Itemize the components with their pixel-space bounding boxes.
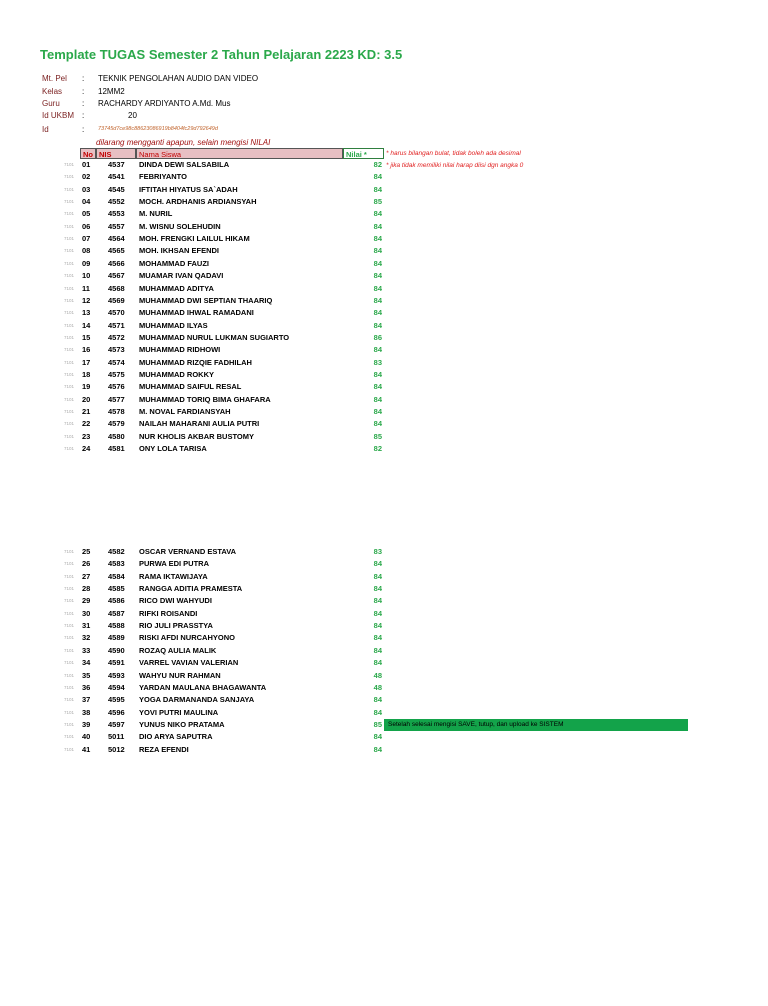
row-tag: 7101	[64, 421, 75, 427]
student-name: RIFKI ROISANDI	[139, 608, 198, 618]
student-nis: 4545	[108, 184, 125, 194]
kelas-label: Kelas	[42, 87, 63, 96]
student-number: 01	[82, 160, 91, 169]
student-number: 37	[82, 695, 91, 705]
mapel-value: TEKNIK PENGOLAHAN AUDIO DAN VIDEO	[98, 74, 259, 83]
row-tag: 7101	[64, 359, 75, 365]
student-number: 17	[82, 357, 91, 367]
table-row	[0, 608, 768, 620]
student-number: 22	[82, 419, 91, 429]
student-grade[interactable]: 84	[373, 172, 382, 182]
row-tag: 7101	[64, 647, 75, 653]
student-number: 28	[82, 584, 91, 594]
student-number: 32	[82, 633, 91, 643]
guru-label: Guru	[42, 99, 60, 108]
student-grade[interactable]: 84	[373, 246, 382, 256]
student-nis: 4573	[108, 345, 125, 355]
student-number: 34	[82, 658, 91, 668]
student-name: MUHAMMAD ROKKY	[139, 369, 214, 379]
header-no: No	[80, 148, 96, 159]
student-name: RANGGA ADITIA PRAMESTA	[139, 584, 243, 594]
student-name: MUHAMMAD ADITYA	[139, 283, 214, 293]
student-grade[interactable]: 84	[373, 744, 382, 754]
table-row	[0, 443, 768, 455]
student-number: 40	[82, 732, 91, 742]
student-number: 06	[82, 221, 91, 231]
table-row	[0, 196, 768, 208]
student-name: OSCAR VERNAND ESTAVA	[139, 547, 237, 556]
student-grade[interactable]: 84	[373, 596, 382, 606]
table-row	[0, 620, 768, 632]
table-row	[0, 595, 768, 607]
table-row	[0, 258, 768, 270]
student-nis: 4595	[108, 695, 125, 705]
student-grade[interactable]: 84	[373, 407, 382, 416]
student-nis: 4574	[108, 357, 125, 367]
student-grade[interactable]: 82	[373, 160, 382, 169]
row-tag: 7101	[64, 433, 75, 439]
table-row	[0, 208, 768, 220]
student-number: 21	[82, 407, 91, 416]
row-tag: 7101	[64, 297, 75, 303]
student-number: 16	[82, 345, 91, 355]
student-grade[interactable]: 84	[373, 258, 382, 268]
student-grade[interactable]: 82	[373, 444, 382, 454]
row-tag: 7101	[64, 573, 75, 579]
student-grade[interactable]: 84	[373, 308, 382, 318]
table-row	[0, 583, 768, 595]
student-grade[interactable]: 84	[373, 621, 382, 631]
student-nis: 4566	[108, 258, 125, 268]
table-row	[0, 369, 768, 381]
student-nis: 4572	[108, 332, 125, 342]
student-number: 33	[82, 645, 91, 655]
mapel-label: Mt. Pel	[42, 74, 67, 83]
table-row	[0, 171, 768, 183]
student-number: 07	[82, 234, 91, 244]
table-row	[0, 394, 768, 406]
student-grade[interactable]: 83	[373, 547, 382, 556]
table-row	[0, 670, 768, 682]
student-grade[interactable]: 84	[373, 234, 382, 244]
note-zero: * jika tidak memiliki nilai harap diisi dgn angka 0	[386, 162, 524, 169]
student-number: 12	[82, 295, 91, 305]
table-row	[0, 571, 768, 583]
table-row	[0, 406, 768, 418]
student-nis: 4590	[108, 645, 125, 655]
student-nis: 4571	[108, 320, 125, 330]
student-grade[interactable]: 85	[373, 197, 382, 207]
table-row	[0, 320, 768, 332]
table-row	[0, 694, 768, 706]
row-tag: 7101	[64, 322, 75, 328]
row-tag: 7101	[64, 598, 75, 604]
student-number: 25	[82, 547, 91, 556]
table-row	[0, 283, 768, 295]
row-tag: 7101	[64, 586, 75, 592]
student-number: 39	[82, 719, 91, 729]
student-nis: 4591	[108, 658, 125, 668]
student-nis: 4584	[108, 571, 125, 581]
student-grade[interactable]: 84	[373, 707, 382, 717]
student-nis: 4553	[108, 209, 125, 219]
table-row	[0, 418, 768, 430]
table-row	[0, 682, 768, 694]
save-instruction-banner: Setelah selesai mengisi SAVE, tutup, dan upload ke SISTEM	[384, 719, 688, 731]
student-grade[interactable]: 84	[373, 209, 382, 219]
student-number: 02	[82, 172, 91, 182]
table-row	[0, 657, 768, 669]
row-tag: 7101	[64, 549, 75, 554]
row-tag: 7101	[64, 211, 75, 217]
student-name: MUHAMMAD TORIQ BIMA GHAFARA	[139, 394, 271, 404]
student-name: MUHAMMAD SAIFUL RESAL	[139, 382, 242, 392]
id-value: 73745d7ce98c88623086919b8404fc29d792649d	[98, 126, 218, 132]
row-tag: 7101	[64, 409, 75, 414]
row-tag: 7101	[64, 186, 75, 192]
student-nis: 4557	[108, 221, 125, 231]
student-nis: 4586	[108, 596, 125, 606]
student-nis: 4588	[108, 621, 125, 631]
student-name: DIO ARYA SAPUTRA	[139, 732, 213, 742]
student-number: 19	[82, 382, 91, 392]
student-nis: 4537	[108, 160, 125, 169]
student-nis: 5011	[108, 732, 125, 742]
row-tag: 7101	[64, 709, 75, 715]
student-grade[interactable]: 84	[373, 320, 382, 330]
student-nis: 4583	[108, 559, 125, 569]
table-row	[0, 221, 768, 233]
student-name: PURWA EDI PUTRA	[139, 559, 210, 569]
student-nis: 5012	[108, 744, 125, 754]
student-grade[interactable]: 85	[373, 719, 382, 729]
table-row	[0, 381, 768, 393]
student-nis: 4594	[108, 682, 125, 692]
row-tag: 7101	[64, 285, 75, 291]
student-nis: 4564	[108, 234, 125, 244]
table-row	[0, 245, 768, 257]
row-tag: 7101	[64, 273, 75, 279]
row-tag: 7101	[64, 223, 75, 229]
student-grade[interactable]: 84	[373, 345, 382, 355]
kelas-value: 12MM2	[98, 87, 125, 96]
student-name: MUHAMMAD NURUL LUKMAN SUGIARTO	[139, 332, 290, 342]
student-number: 18	[82, 369, 91, 379]
student-grade[interactable]: 84	[373, 695, 382, 705]
student-nis: 4587	[108, 608, 125, 618]
student-number: 30	[82, 608, 91, 618]
row-tag: 7101	[64, 684, 75, 690]
colon: :	[82, 87, 85, 96]
row-tag: 7101	[64, 635, 75, 641]
student-name: ROZAQ AULIA MALIK	[139, 645, 217, 655]
student-number: 11	[82, 283, 90, 293]
student-nis: 4575	[108, 369, 125, 379]
table-row	[0, 731, 768, 743]
student-name: VARREL VAVIAN VALERIAN	[139, 658, 239, 668]
table-row	[0, 744, 768, 756]
table-row	[0, 632, 768, 644]
student-grade[interactable]: 83	[373, 357, 382, 367]
student-number: 23	[82, 431, 91, 441]
student-nis: 4581	[108, 444, 125, 454]
student-grade[interactable]: 84	[373, 658, 382, 668]
student-number: 20	[82, 394, 91, 404]
student-name: MOH. FRENGKI LAILUL HIKAM	[139, 234, 250, 244]
student-name: MUHAMMAD RIDHOWI	[139, 345, 221, 355]
row-tag: 7101	[64, 347, 75, 353]
student-grade[interactable]: 84	[373, 184, 382, 194]
student-grade[interactable]: 48	[373, 670, 382, 680]
row-tag: 7101	[64, 199, 75, 205]
note-integer: * harus bilangan bulat, tidak boleh ada desimal	[386, 150, 521, 157]
student-grade[interactable]: 84	[373, 369, 382, 379]
student-nis: 4576	[108, 382, 125, 392]
row-tag: 7101	[64, 697, 75, 703]
table-row	[0, 159, 768, 171]
row-tag: 7101	[64, 561, 75, 567]
student-nis: 4565	[108, 246, 125, 256]
table-row	[0, 307, 768, 319]
student-name: MOCH. ARDHANIS ARDIANSYAH	[139, 197, 257, 207]
row-tag: 7101	[64, 162, 75, 167]
student-grade[interactable]: 48	[373, 682, 382, 692]
row-tag: 7101	[64, 371, 75, 377]
student-name: MUHAMMAD DWI SEPTIAN THAARIQ	[139, 295, 273, 305]
student-nis: 4578	[108, 407, 125, 416]
student-number: 04	[82, 197, 91, 207]
student-number: 35	[82, 670, 91, 680]
row-tag: 7101	[64, 236, 75, 242]
student-grade[interactable]: 84	[373, 645, 382, 655]
student-nis: 4568	[108, 283, 125, 293]
row-tag: 7101	[64, 334, 75, 340]
student-nis: 4579	[108, 419, 125, 429]
warning-text: dilarang mengganti apapun, selain mengisi NILAI	[96, 138, 271, 147]
table-row	[0, 332, 768, 344]
header-nama: Nama Siswa	[136, 148, 343, 159]
table-row	[0, 184, 768, 196]
student-name: M. NURIL	[139, 209, 173, 219]
row-tag: 7101	[64, 384, 75, 390]
student-name: WAHYU NUR RAHMAN	[139, 670, 221, 680]
student-nis: 4570	[108, 308, 125, 318]
student-name: FEBRIYANTO	[139, 172, 187, 182]
student-grade[interactable]: 84	[373, 295, 382, 305]
row-tag: 7101	[64, 610, 75, 616]
student-nis: 4569	[108, 295, 125, 305]
row-tag: 7101	[64, 746, 75, 752]
student-name: REZA EFENDI	[139, 744, 189, 754]
student-name: RAMA IKTAWIJAYA	[139, 571, 208, 581]
ukbm-label: Id UKBM	[42, 111, 75, 120]
row-tag: 7101	[64, 310, 75, 316]
student-name: YARDAN MAULANA BHAGAWANTA	[139, 682, 267, 692]
student-name: NAILAH MAHARANI AULIA PUTRI	[139, 419, 260, 429]
student-nis: 4567	[108, 271, 125, 281]
student-grade[interactable]: 84	[373, 571, 382, 581]
student-grade[interactable]: 84	[373, 394, 382, 404]
student-number: 36	[82, 682, 91, 692]
table-row	[0, 270, 768, 282]
student-name: NUR KHOLIS AKBAR BUSTOMY	[139, 431, 255, 441]
student-nis: 4552	[108, 197, 125, 207]
student-grade[interactable]: 84	[373, 584, 382, 594]
row-tag: 7101	[64, 623, 75, 629]
header-nis: NIS	[96, 148, 136, 159]
student-number: 38	[82, 707, 91, 717]
student-name: ONY LOLA TARISA	[139, 444, 207, 454]
student-grade[interactable]: 85	[373, 431, 382, 441]
student-number: 14	[82, 320, 91, 330]
table-row	[0, 645, 768, 657]
student-number: 03	[82, 184, 91, 194]
student-number: 10	[82, 271, 91, 281]
colon: :	[82, 125, 85, 134]
row-tag: 7101	[64, 446, 75, 452]
student-name: MUHAMMAD RIZQIE FADHILAH	[139, 357, 252, 367]
colon: :	[82, 74, 85, 83]
colon: :	[82, 111, 85, 120]
table-row	[0, 233, 768, 245]
student-number: 26	[82, 559, 91, 569]
table-row	[0, 357, 768, 369]
table-row	[0, 344, 768, 356]
student-grade[interactable]: 84	[373, 283, 382, 293]
table-row	[0, 295, 768, 307]
student-name: M. NOVAL FARDIANSYAH	[139, 407, 231, 416]
student-name: YOGA DARMANANDA SANJAYA	[139, 695, 255, 705]
student-number: 27	[82, 571, 91, 581]
student-nis: 4596	[108, 707, 125, 717]
student-grade[interactable]: 84	[373, 271, 382, 281]
student-name: MOHAMMAD FAUZI	[139, 258, 209, 268]
table-row	[0, 707, 768, 719]
row-tag: 7101	[64, 721, 75, 727]
student-name: MUHAMMAD ILYAS	[139, 320, 208, 330]
id-label: Id	[42, 125, 49, 134]
student-nis: 4541	[108, 172, 125, 182]
student-grade[interactable]: 84	[373, 221, 382, 231]
student-number: 31	[82, 621, 91, 631]
student-nis: 4589	[108, 633, 125, 643]
student-grade[interactable]: 84	[373, 732, 382, 742]
student-name: RIO JULI PRASSTYA	[139, 621, 213, 631]
student-nis: 4585	[108, 584, 125, 594]
student-grade[interactable]: 84	[373, 633, 382, 643]
ukbm-value: 20	[128, 111, 137, 120]
student-grade[interactable]: 84	[373, 419, 382, 429]
student-grade[interactable]: 84	[373, 559, 382, 569]
student-number: 08	[82, 246, 91, 256]
student-number: 05	[82, 209, 91, 219]
row-tag: 7101	[64, 396, 75, 402]
student-name: DINDA DEWI SALSABILA	[139, 160, 230, 169]
student-name: MUAMAR IVAN QADAVI	[139, 271, 224, 281]
student-name: RISKI AFDI NURCAHYONO	[139, 633, 235, 643]
student-nis: 4582	[108, 547, 125, 556]
student-name: MUHAMMAD IHWAL RAMADANI	[139, 308, 254, 318]
row-tag: 7101	[64, 260, 75, 266]
student-number: 24	[82, 444, 91, 454]
table-row	[0, 546, 768, 558]
row-tag: 7101	[64, 248, 75, 254]
row-tag: 7101	[64, 660, 75, 666]
student-name: RICO DWI WAHYUDI	[139, 596, 212, 606]
student-grade[interactable]: 84	[373, 608, 382, 618]
student-nis: 4577	[108, 394, 125, 404]
student-nis: 4593	[108, 670, 125, 680]
student-name: IFTITAH HIYATUS SA`ADAH	[139, 184, 238, 194]
table-row	[0, 431, 768, 443]
page-title: Template TUGAS Semester 2 Tahun Pelajaran 2223 KD: 3.5	[40, 47, 403, 62]
student-name: M. WISNU SOLEHUDIN	[139, 221, 221, 231]
header-nilai: Nilai *	[343, 148, 384, 159]
row-tag: 7101	[64, 672, 75, 678]
table-row	[0, 558, 768, 570]
guru-value: RACHARDY ARDIYANTO A.Md. Mus	[98, 99, 231, 108]
student-number: 15	[82, 332, 91, 342]
row-tag: 7101	[64, 174, 75, 180]
colon: :	[82, 99, 85, 108]
student-name: YOVI PUTRI MAULINA	[139, 707, 219, 717]
student-grade[interactable]: 84	[373, 382, 382, 392]
student-number: 29	[82, 596, 91, 606]
student-name: YUNUS NIKO PRATAMA	[139, 719, 225, 729]
row-tag: 7101	[64, 734, 75, 740]
student-number: 09	[82, 258, 91, 268]
student-nis: 4580	[108, 431, 125, 441]
student-number: 41	[82, 744, 91, 754]
student-number: 13	[82, 308, 91, 318]
student-nis: 4597	[108, 719, 125, 729]
student-grade[interactable]: 86	[373, 332, 382, 342]
student-name: MOH. IKHSAN EFENDI	[139, 246, 220, 256]
